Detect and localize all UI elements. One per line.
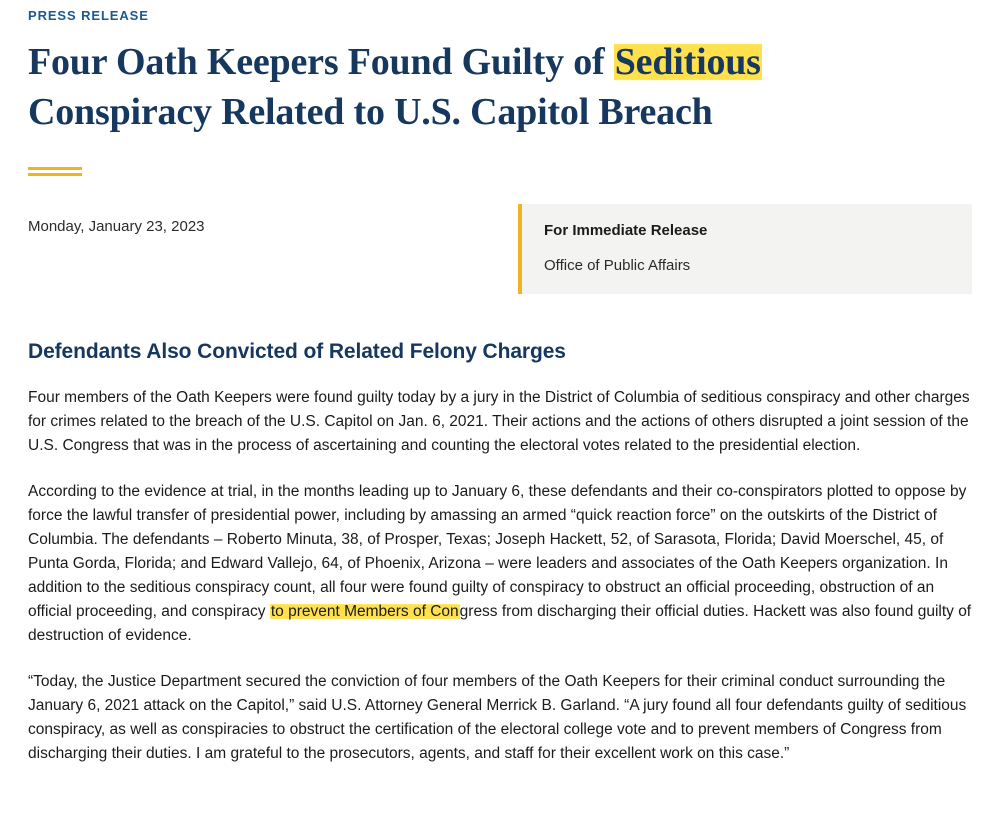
- publish-date: Monday, January 23, 2023: [28, 218, 205, 235]
- subheadline: Defendants Also Convicted of Related Felony Charges: [28, 340, 566, 363]
- release-status: For Immediate Release: [544, 222, 708, 239]
- page-title: [28, 37, 828, 137]
- press-release-page: [0, 8, 1000, 815]
- divider-line-top: [28, 167, 82, 170]
- paragraph-1: Four members of the Oath Keepers were found guilty today by a jury in the District of Columbia of seditious conspiracy and other charges for crimes related to the breach of the U.S. Capitol on Jan. 6, 2021. Their actions and the actions of others disrupted a joint session of the U.S. Congress that was in the process of ascertaining and counting the electoral votes related to the presidential election.: [28, 389, 970, 454]
- paragraph-2-part-1: According to the evidence at trial, in the months leading up to January 6, these defendants and their co-conspirators plotted to oppose by force the lawful transfer of presidential power, including by amassing an armed “quick reaction force” on the outskirts of the District of Columbia. The defendants – Roberto Minuta, 38, of Prosper, Texas; Joseph Hackett, 52, of Sarasota, Florida; David Moerschel, 45, of Punta Gorda, Florida; and Edward Vallejo, 64, of Phoenix, Arizona – were leaders and associates of the Oath Keepers organization. In addition to the seditious conspiracy count, all four were found guilty of conspiracy to obstruct an official proceeding, obstruction of an official proceeding, and conspiracy: [28, 483, 967, 620]
- headline-part-2: Conspiracy Related to U.S. Capitol Breach: [28, 91, 713, 133]
- paragraph-2: [28, 480, 972, 648]
- headline-highlighted-word: Seditious: [614, 41, 761, 83]
- meta-row: [28, 204, 972, 294]
- divider-line-bottom: [28, 173, 82, 176]
- article-body: [28, 386, 972, 766]
- paragraph-2-part-2: gress from discharging their official duties. Hackett was also found guilty of destruction of evidence.: [28, 603, 972, 644]
- release-info-box: [518, 204, 972, 294]
- eyebrow-label: PRESS RELEASE: [28, 8, 149, 23]
- paragraph-3: “Today, the Justice Department secured the conviction of four members of the Oath Keepers for their criminal conduct surrounding the January 6, 2021 attack on the Capitol,” said U.S. Attorney General Merrick B. Garland. “A jury found all four defendants guilty of seditious conspiracy, as well as conspiracies to obstruct the certification of the electoral college vote and to prevent members of Congress from discharging their duties. I am grateful to the prosecutors, agents, and staff for their excellent work on this case.”: [28, 673, 967, 762]
- release-office: Office of Public Affairs: [544, 257, 691, 274]
- divider: [28, 167, 82, 176]
- headline-part-1: Four Oath Keepers Found Guilty of: [28, 41, 614, 83]
- paragraph-2-highlighted-text: to prevent Members of Con: [270, 603, 459, 620]
